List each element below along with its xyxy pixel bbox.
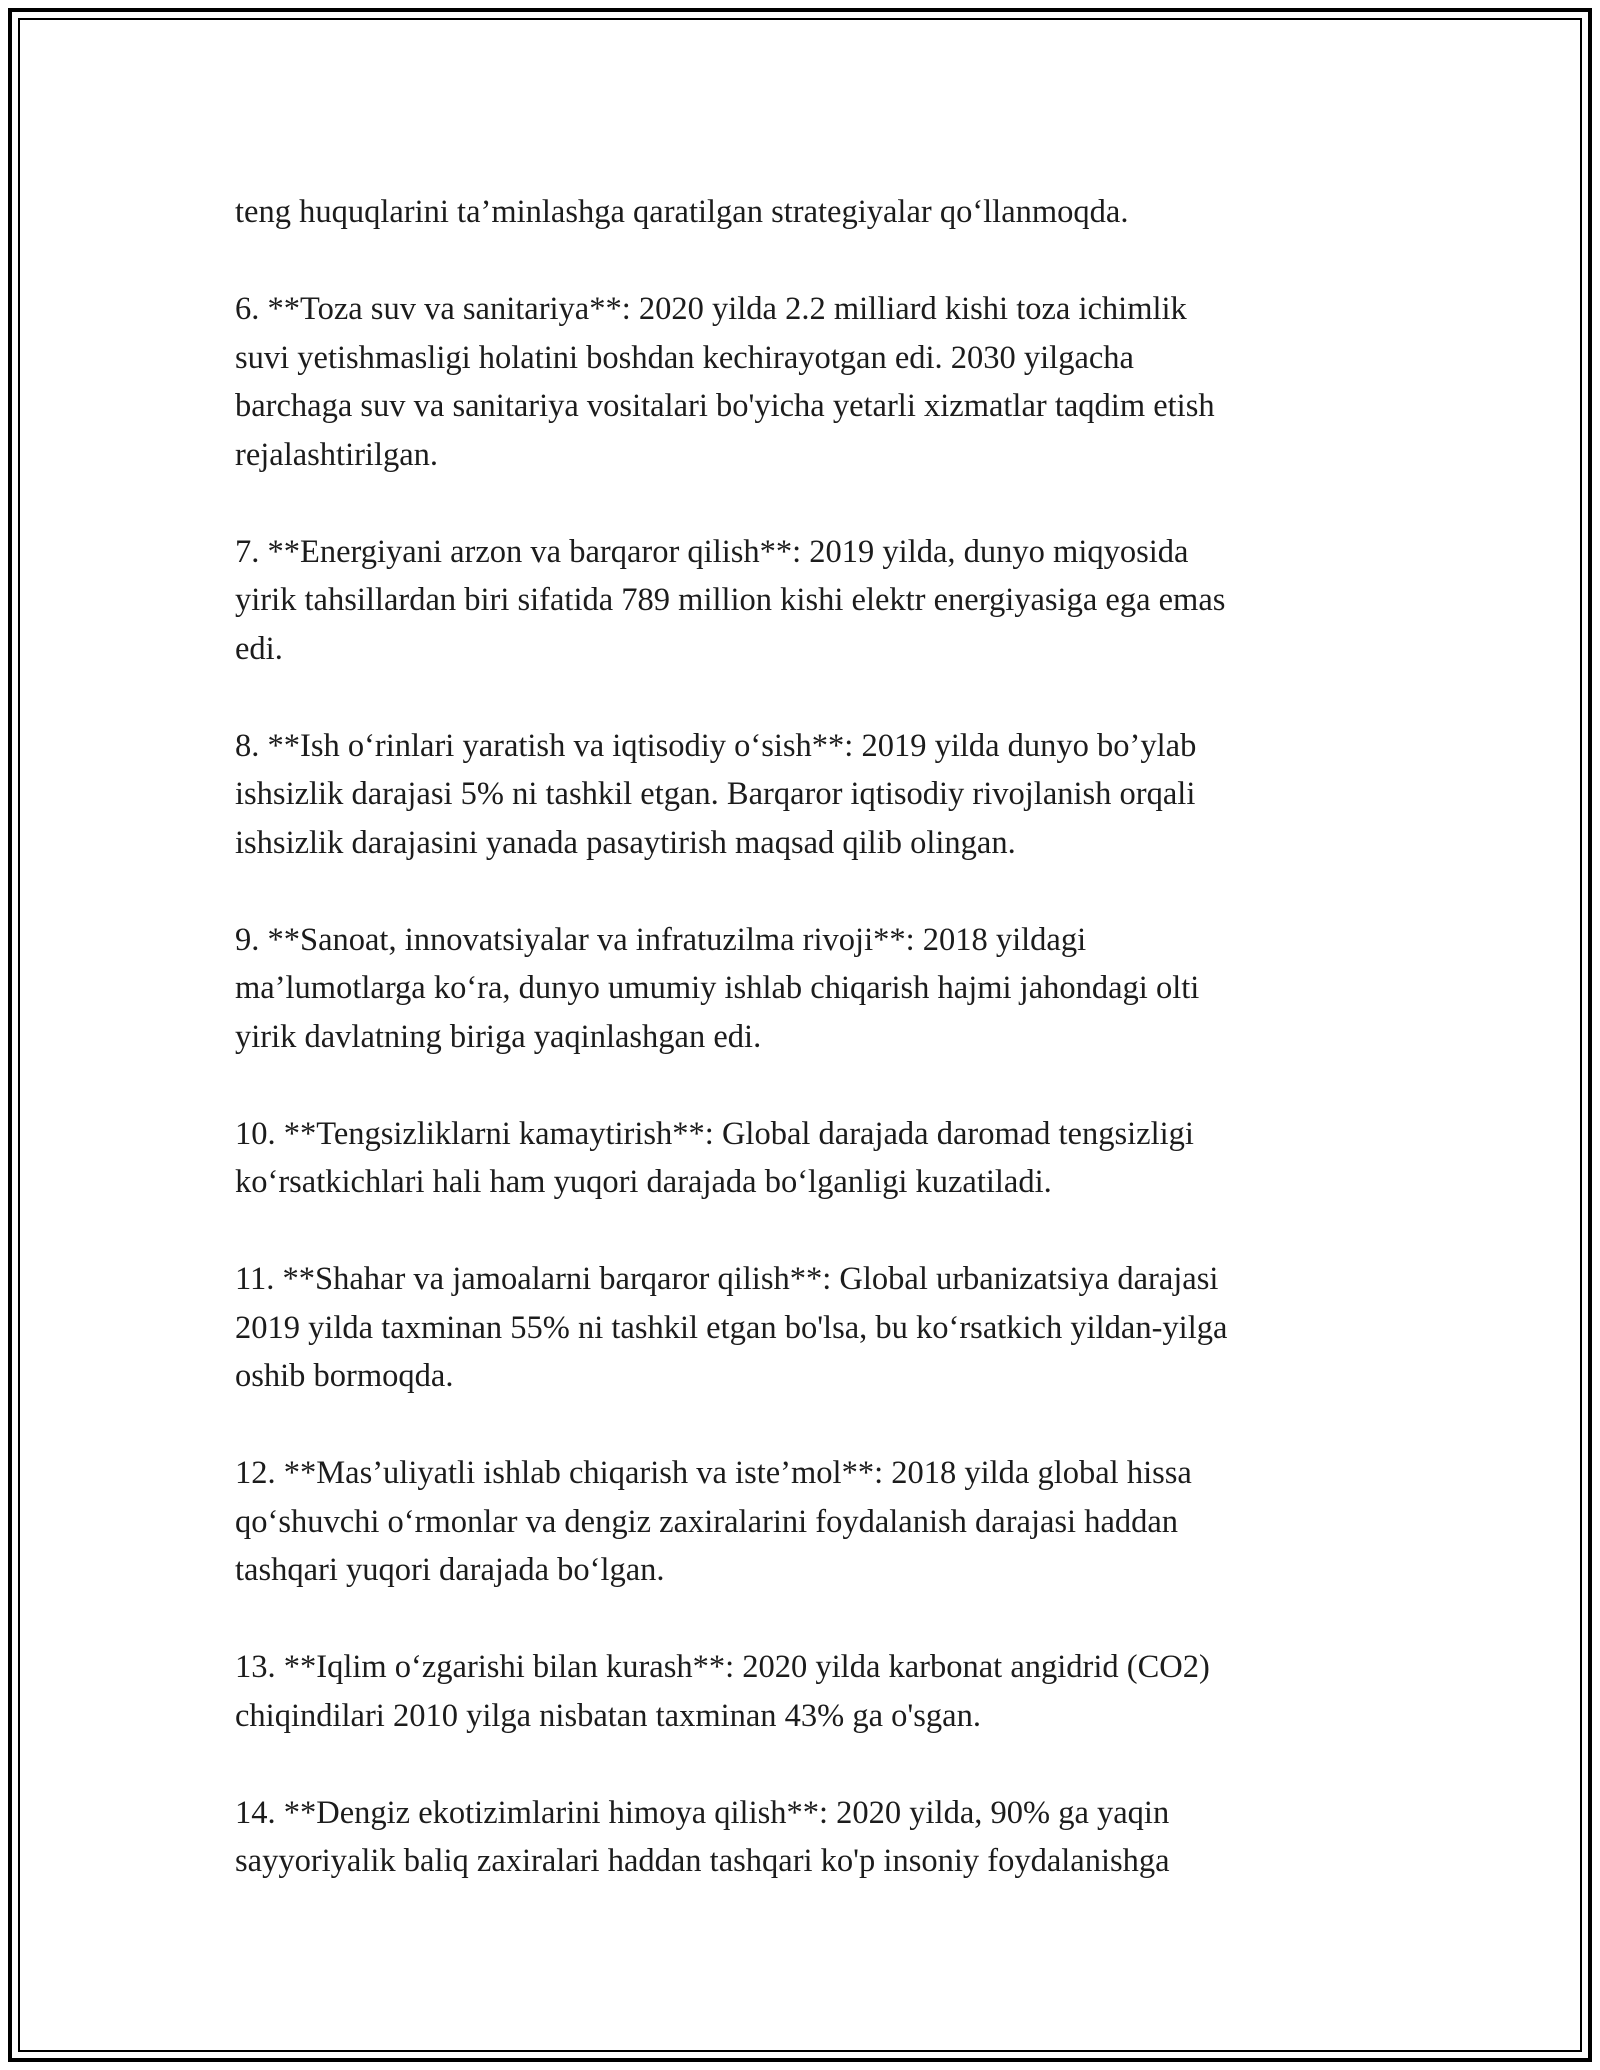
- paragraph-item-9: 9. **Sanoat, innovatsiyalar va infratuzilma rivoji**: 2018 yildagi ma’lumotlarga ko‘ra, dunyo umumiy ishlab chiqarish hajmi jahondagi olti yirik davlatning biriga yaqinlashgan edi.: [235, 921, 1200, 1055]
- paragraph-item-12: 12. **Mas’uliyatli ishlab chiqarish va iste’mol**: 2018 yilda global hissa qo‘shuvchi o‘rmonlar va dengiz zaxiralarini foydalanish darajasi haddan tashqari yuqori darajada bo‘lgan.: [235, 1455, 1192, 1588]
- paragraph-item-8: 8. **Ish o‘rinlari yaratish va iqtisodiy o‘sish**: 2019 yilda dunyo bo’ylab ishsizlik darajasi 5% ni tashkil etgan. Barqaror iqtisodiy rivojlanish orqali ishsizlik darajasini yanada pasaytirish maqsad qilib olingan.: [235, 727, 1197, 861]
- paragraph-continuation: teng huquqlarini ta’minlashga qaratilgan strategiyalar qo‘llanmoqda.: [235, 194, 1129, 230]
- paragraph-item-7: 7. **Energiyani arzon va barqaror qilish**: 2019 yilda, dunyo miqyosida yirik tahsillardan biri sifatida 789 million kishi elektr energiyasiga ega emas edi.: [235, 533, 1226, 667]
- paragraph-item-13: 13. **Iqlim o‘zgarishi bilan kurash**: 2020 yilda karbonat angidrid (CO2) chiqindilari 2010 yilga nisbatan taxminan 43% ga o'sgan.: [235, 1649, 1210, 1734]
- document-body: [235, 188, 1375, 1934]
- paragraph-item-10: 10. **Tengsizliklarni kamaytirish**: Global darajada daromad tengsizligi ko‘rsatkichlari hali ham yuqori darajada bo‘lganligi kuzatiladi.: [235, 1115, 1194, 1200]
- paragraph-item-6: 6. **Toza suv va sanitariya**: 2020 yilda 2.2 milliard kishi toza ichimlik suvi yetishmasligi holatini boshdan kechirayotgan edi. 2030 yilgacha barchaga suv va sanitariya vositalari bo'yicha yetarli xizmatlar taqdim etish rejalashtirilgan.: [235, 291, 1215, 473]
- paragraph-item-14: 14. **Dengiz ekotizimlarini himoya qilish**: 2020 yilda, 90% ga yaqin sayyoriyalik baliq zaxiralari haddan tashqari ko'p insoniy foydalanishga: [235, 1794, 1170, 1879]
- paragraph-item-11: 11. **Shahar va jamoalarni barqaror qilish**: Global urbanizatsiya darajasi 2019 yilda taxminan 55% ni tashkil etgan bo'lsa, bu ko‘rsatkich yildan-yilga oshib bormoqda.: [235, 1261, 1228, 1394]
